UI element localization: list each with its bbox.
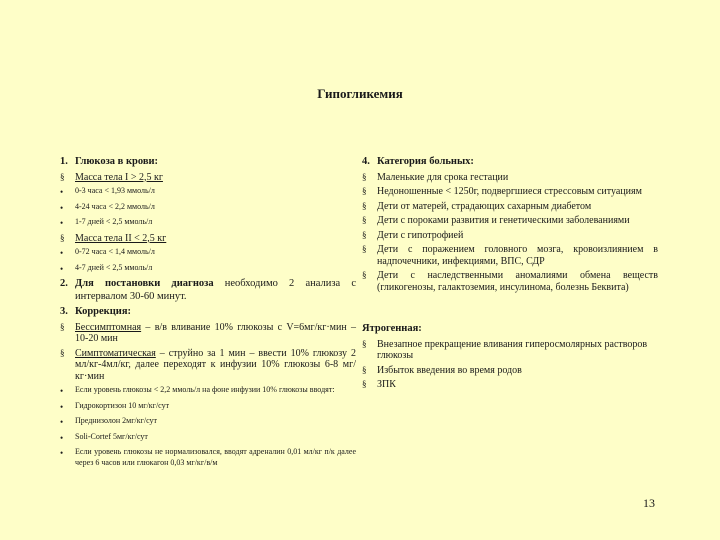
list-item [60,401,356,413]
bullet-icon: • [60,448,64,458]
section-bullet-icon: § [362,171,367,182]
list-item-text: 0-3 часа < 1,93 ммоль/л [75,186,155,195]
list-item-text: 4-24 часа < 2,2 ммоль/л [75,201,155,211]
bullet-icon: • [60,248,64,258]
list-item-text: Гидрокортизон 10 мг/кг/сут [75,400,170,410]
list-item-text: Преднизолон 2мг/кг/сут [75,416,158,425]
section-diagnosis-heading [60,278,356,303]
list-item-text: 1-7 дней < 2,5 ммоль/л [75,217,153,226]
correction-text [75,348,356,383]
heading-number: 2. [60,278,68,289]
correction-symptomatic [60,348,356,383]
list-item [60,202,356,214]
heading-number: 1. [60,156,68,167]
list-item-text: Soli-Cortef 5мг/кг/сут [75,431,148,441]
diagnosis-rest: необходимо 2 анализа с интервалом 30-60 минут. [75,278,356,302]
correction-text [75,322,356,345]
list-item [362,186,658,198]
list-item [60,186,356,198]
section-patients-heading [362,156,658,169]
bullet-icon: • [60,263,64,274]
list-item-text: Недоношенные < 1250г, подвергшиеся стрессовым ситуациям [377,186,642,197]
section-bullet-icon: § [362,338,367,349]
bullet-icon: • [60,386,64,396]
list-item [362,230,658,242]
section-bullet-icon: § [362,200,367,211]
left-column [60,155,356,472]
section-bullet-icon: § [362,244,367,254]
bullet-icon: • [60,218,64,228]
list-item-text: Избыток введения во время родов [377,364,522,376]
diagnosis-text [75,278,356,303]
list-item [60,263,356,275]
iatrogenic-heading: Ятрогенная: [362,323,422,334]
heading-number: 3. [60,306,68,317]
diagnosis-bold: Для постановки диагноза [75,278,214,289]
section-bullet-icon: § [362,379,367,389]
heading-text: Категория больных: [377,156,474,167]
list-item-text: Если уровень глюкозы не нормализовался, вводят адреналин 0,01 мл/кг п/к далее через 6 часов или глюкагон 0,03 мг/кг/в/м [75,447,356,467]
mass-1-label: Масса тела I > 2,5 кг [75,171,163,183]
list-item [362,201,658,213]
list-item-text: ЗПК [377,379,396,390]
list-item-text: Дети с поражением головного мозга, кровоизлиянием в надпочечники, инфекциями, ВПС, СДР [377,244,658,267]
section-glucose-heading [60,156,356,169]
list-item-text: Дети с наследственными аномалиями обмена веществ (гликогенозы, галактоземия, инсулинома, болезнь Беквита) [377,270,658,293]
list-item-text: Внезапное прекращение вливания гиперосмолярных растворов глюкозы [377,338,648,361]
list-item-text: Дети от матерей, страдающих сахарным диабетом [377,200,592,212]
list-item [362,270,658,293]
section-bullet-icon: § [60,347,65,358]
list-item-text: 0-72 часа < 1,4 ммоль/л [75,247,155,256]
heading-text: Глюкоза в крови: [75,156,159,167]
correction-asymptomatic [60,322,356,345]
list-item [60,447,356,468]
bullet-icon: • [60,417,64,427]
list-item [362,244,658,267]
list-item [60,416,356,428]
bullet-icon: • [60,401,64,412]
section-bullet-icon: § [60,171,65,182]
list-item [362,379,658,391]
list-item-text: Маленькие для срока гестации [377,171,509,183]
correction-label: Бессимптомная [75,321,142,333]
section-bullet-icon: § [362,229,367,240]
section-bullet-icon: § [60,232,65,243]
mass-2-label: Масса тела II < 2,5 кг [75,232,167,244]
section-bullet-icon: § [362,186,367,196]
section-bullet-icon: § [362,364,367,375]
right-column [362,155,658,394]
bullet-icon: • [60,187,64,197]
bullet-icon: • [60,202,64,213]
list-item [60,247,356,259]
mass-1-item [60,172,356,184]
mass-2-item [60,233,356,245]
page-number: 13 [643,496,655,510]
list-item-text: 4-7 дней < 2,5 ммоль/л [75,262,153,272]
section-bullet-icon: § [362,215,367,225]
list-item-text: Если уровень глюкозы < 2,2 ммоль/л на фоне инфузии 10% глюкозы вводят: [75,385,335,394]
section-correction-heading [60,306,356,319]
spacer [362,296,658,322]
list-item-text: Дети с гипотрофией [377,229,464,241]
section-bullet-icon: § [362,270,367,280]
list-item [362,172,658,184]
correction-rest: – в/в вливание 10% глюкозы с V=6мг/кг·мин – 10-20 мин [75,321,356,344]
correction-label: Симптоматическая [75,347,156,359]
section-bullet-icon: § [60,321,65,332]
list-item [60,217,356,229]
correction-rest: – струйно за 1 мин – ввести 10% глюкозу 2 мл/кг-4мл/кг, далее переходят к инфузии 10% глюкозы 6-8 мг/кг·мин [75,347,356,382]
list-item [362,215,658,227]
list-item-text: Дети с пороками развития и генетическими заболеваниями [377,215,630,226]
bullet-icon: • [60,432,64,443]
list-item [60,432,356,444]
heading-number: 4. [362,156,370,167]
list-item [60,385,356,397]
list-item [362,339,658,362]
heading-text: Коррекция: [75,306,132,317]
slide-title: Гипогликемия [317,86,403,101]
list-item [362,365,658,377]
